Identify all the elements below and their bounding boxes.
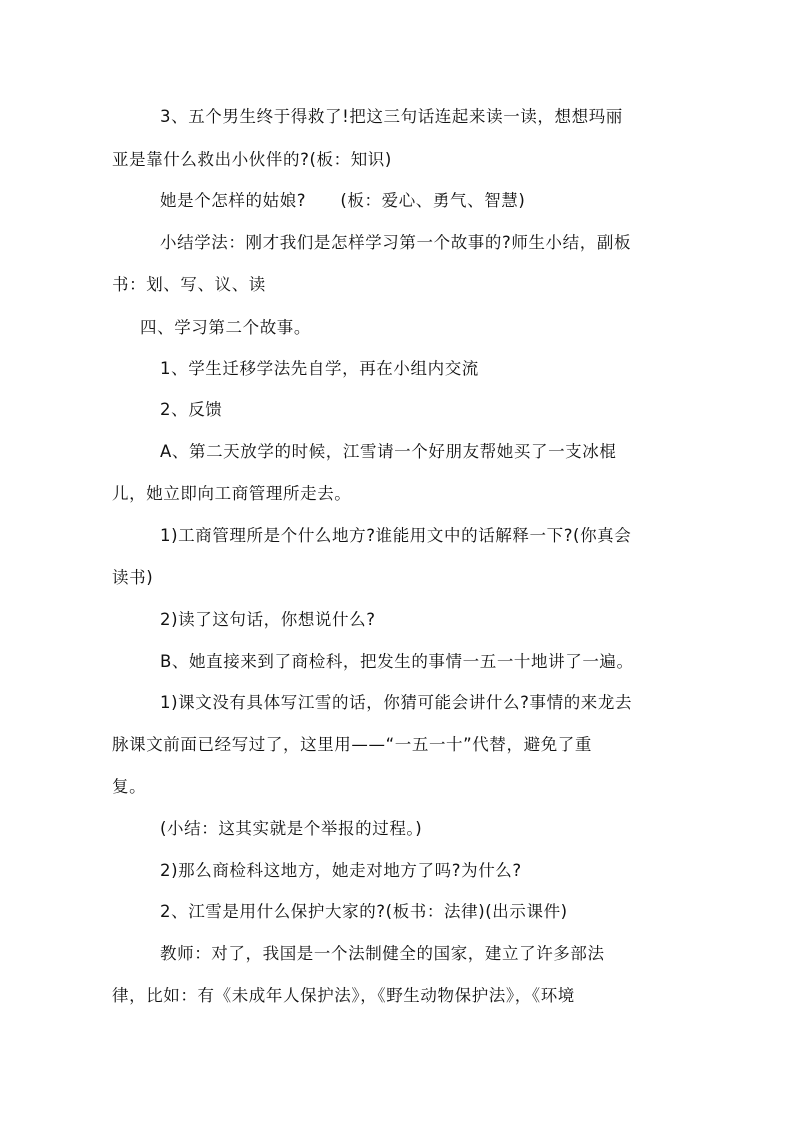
text-line: 她是个怎样的姑娘? (板：爱心、勇气、智慧) [160,191,526,210]
text-line: 2、反馈 [160,400,223,419]
text-line: 复。 [112,777,147,796]
text-line: 脉课文前面已经写过了，这里用——“一五一十”代替，避免了重 [112,735,592,754]
text-line: 1、学生迁移学法先自学，再在小组内交流 [160,359,479,378]
text-line: 1)工商管理所是个什么地方?谁能用文中的话解释一下?(你真会 [160,526,632,545]
text-line: 1)课文没有具体写江雪的话，你猜可能会讲什么?事情的来龙去 [160,693,633,712]
text-line: 儿，她立即向工商管理所走去。 [112,484,352,503]
text-line: A、第二天放学的时候，江雪请一个好朋友帮她买了一支冰棍 [160,442,617,461]
text-line: 2)读了这句话，你想说什么? [160,610,376,629]
text-line: 律，比如：有《未成年人保护法》，《野生动物保护法》，《环境 [112,986,575,1005]
text-line: 小结学法：刚才我们是怎样学习第一个故事的?师生小结，副板 [160,233,632,252]
text-line: 3、五个男生终于得救了!把这三句话连起来读一读，想想玛丽 [160,107,623,126]
text-line: B、她直接来到了商检科，把发生的事情一五一十地讲了一遍。 [160,652,634,671]
section-heading: 四、学习第二个故事。 [140,318,311,337]
text-line: 读书) [112,568,154,587]
text-line: 2)那么商检科这地方，她走对地方了吗?为什么? [160,861,522,880]
text-line: 教师：对了，我国是一个法制健全的国家，建立了许多部法 [160,944,605,963]
text-line: (小结：这其实就是个举报的过程。) [160,819,423,838]
text-line: 亚是靠什么救出小伙伴的?(板：知识) [112,150,392,169]
text-line: 书：划、写、议、读 [112,275,266,294]
text-line: 2、江雪是用什么保护大家的?(板书：法律)(出示课件) [160,902,568,921]
